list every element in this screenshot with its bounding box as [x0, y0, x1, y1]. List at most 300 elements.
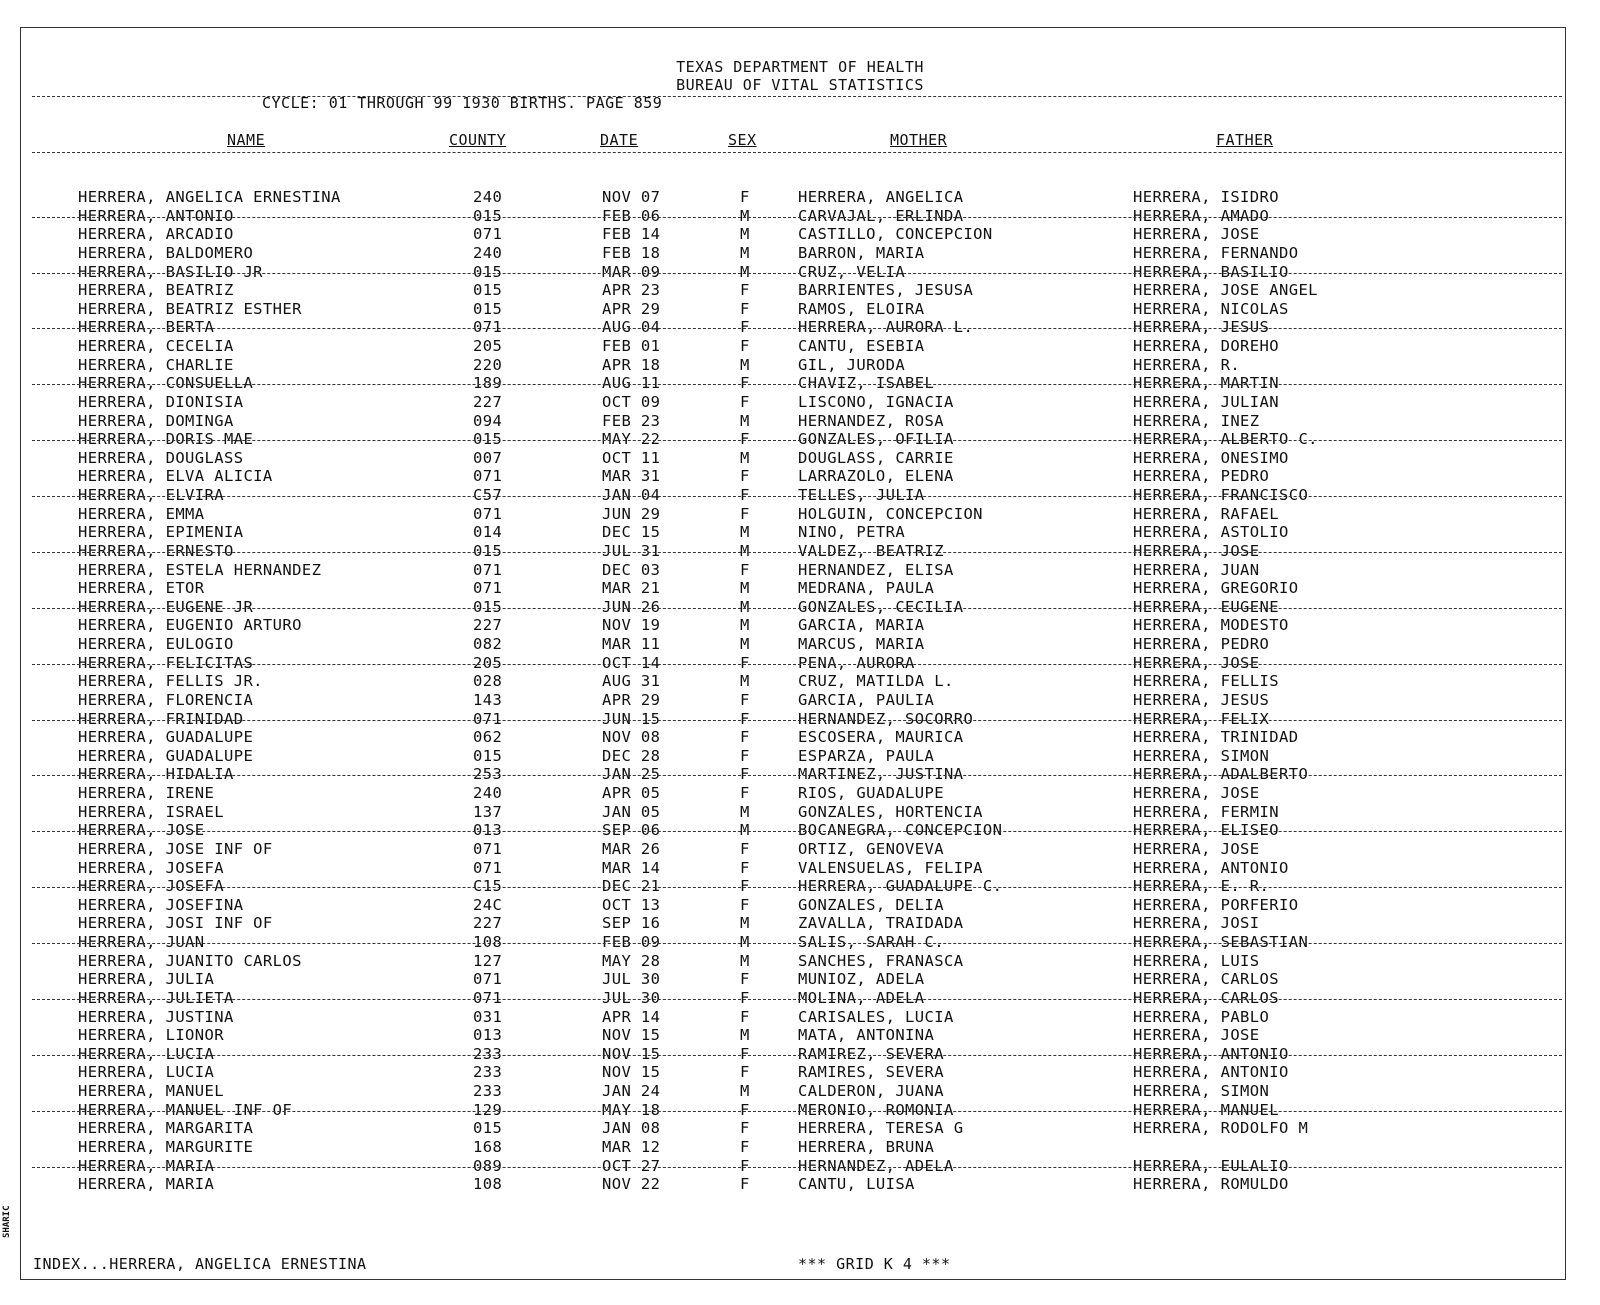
cell-name: HERRERA, GUADALUPE — [78, 746, 254, 765]
cell-name: HERRERA, HIDALIA — [78, 765, 234, 784]
cell-date: NOV 15 — [602, 1063, 661, 1082]
cell-father: HERRERA, PABLO — [1133, 1007, 1270, 1026]
cell-mother: RIOS, GUADALUPE — [798, 784, 944, 802]
cell-county: 015 — [473, 262, 503, 281]
cell-sex: M — [740, 355, 750, 374]
cell-sex: F — [740, 728, 750, 747]
table-row — [0, 728, 1600, 747]
cell-name: HERRERA, JOSE — [78, 821, 205, 840]
cell-mother: CRUZ, MATILDA L. — [798, 672, 954, 691]
cell-county: 127 — [473, 951, 503, 970]
cell-county: 015 — [473, 746, 503, 765]
cell-name: HERRERA, JUAN — [78, 933, 205, 951]
table-row — [0, 859, 1600, 878]
cell-date: AUG 11 — [602, 374, 661, 393]
cell-father: HERRERA, FERNANDO — [1133, 243, 1299, 262]
cell-name: HERRERA, GUADALUPE — [78, 728, 254, 747]
cell-name: HERRERA, ELVA ALICIA — [78, 467, 273, 486]
table-row — [0, 244, 1600, 263]
cell-date: JAN 24 — [602, 1082, 661, 1100]
cell-county: 205 — [473, 653, 503, 672]
cell-mother: HERNANDEZ, ADELA — [798, 1156, 954, 1175]
cell-mother: GONZALES, DELIA — [798, 895, 944, 914]
cell-mother: GONZALES, CECILIA — [798, 597, 964, 616]
cell-date: APR 05 — [602, 784, 661, 802]
cell-date: FEB 01 — [602, 337, 661, 355]
table-row — [0, 207, 1600, 226]
cell-date: APR 29 — [602, 690, 661, 709]
cell-mother: MARCUS, MARIA — [798, 635, 925, 653]
cell-mother: GARCIA, MARIA — [798, 616, 925, 635]
cell-sex: M — [740, 579, 750, 598]
cell-sex: F — [740, 560, 750, 579]
table-row — [0, 840, 1600, 859]
cell-date: JUL 31 — [602, 541, 661, 560]
cell-mother: VALENSUELAS, FELIPA — [798, 858, 983, 877]
cell-name: HERRERA, BEATRIZ ESTHER — [78, 299, 302, 318]
cell-father: HERRERA, JOSE — [1133, 784, 1260, 802]
cell-name: HERRERA, JULIA — [78, 970, 215, 989]
cell-date: DEC 21 — [602, 877, 661, 896]
cell-mother: RAMOS, ELOIRA — [798, 299, 925, 318]
cell-name: HERRERA, LIONOR — [78, 1026, 224, 1045]
cell-sex: F — [740, 337, 750, 355]
cell-sex: M — [740, 1082, 750, 1100]
cell-date: JUN 29 — [602, 504, 661, 523]
cell-sex: F — [740, 765, 750, 784]
cell-date: OCT 11 — [602, 448, 661, 467]
table-row — [0, 914, 1600, 933]
cell-sex: F — [740, 690, 750, 709]
cell-father: HERRERA, ONESIMO — [1133, 448, 1289, 467]
cell-county: 240 — [473, 188, 503, 206]
cell-father: HERRERA, ANTONIO — [1133, 1044, 1289, 1063]
cell-date: OCT 14 — [602, 653, 661, 672]
cell-father: HERRERA, JOSE — [1133, 225, 1260, 244]
table-row — [0, 1157, 1600, 1176]
table-row — [0, 1138, 1600, 1157]
table-row — [0, 598, 1600, 617]
cell-date: JUL 30 — [602, 970, 661, 989]
cell-date: AUG 04 — [602, 318, 661, 337]
cell-sex: F — [740, 709, 750, 728]
cell-name: HERRERA, BEATRIZ — [78, 281, 234, 300]
cell-sex: M — [740, 933, 750, 951]
cell-county: 015 — [473, 206, 503, 225]
cell-name: HERRERA, MANUEL — [78, 1082, 224, 1100]
cell-sex: F — [740, 1063, 750, 1082]
cell-father: HERRERA, JOSE — [1133, 541, 1260, 560]
cell-county: 071 — [473, 988, 503, 1007]
cell-county: 240 — [473, 243, 503, 262]
cell-county: 015 — [473, 597, 503, 616]
cell-mother: CASTILLO, CONCEPCION — [798, 225, 993, 244]
table-row — [0, 1026, 1600, 1045]
cell-sex: M — [740, 225, 750, 244]
cell-county: 108 — [473, 933, 503, 951]
cell-name: HERRERA, ESTELA HERNANDEZ — [78, 560, 322, 579]
table-row — [0, 821, 1600, 840]
cell-mother: HERNANDEZ, ROSA — [798, 411, 944, 430]
cell-county: 227 — [473, 392, 503, 411]
cell-mother: PENA, AURORA — [798, 653, 915, 672]
cell-sex: F — [740, 1137, 750, 1156]
cell-date: JAN 05 — [602, 802, 661, 821]
cell-father: HERRERA, JOSE — [1133, 653, 1260, 672]
cell-county: 071 — [473, 858, 503, 877]
cell-county: 189 — [473, 374, 503, 393]
cell-sex: M — [740, 914, 750, 933]
cell-father: HERRERA, E. R. — [1133, 877, 1270, 896]
table-row — [0, 542, 1600, 561]
cell-name: HERRERA, FELICITAS — [78, 653, 254, 672]
cell-father: HERRERA, SIMON — [1133, 746, 1270, 765]
cell-county: 24C — [473, 895, 503, 914]
cell-mother: HERRERA, GUADALUPE C. — [798, 877, 1003, 896]
cell-mother: MERONIO, ROMONIA — [798, 1100, 954, 1119]
cell-county: 071 — [473, 560, 503, 579]
cell-sex: M — [740, 523, 750, 542]
table-row — [0, 784, 1600, 803]
table-row — [0, 952, 1600, 971]
cell-mother: LISCONO, IGNACIA — [798, 392, 954, 411]
cell-sex: F — [740, 784, 750, 802]
cell-mother: NINO, PETRA — [798, 523, 906, 542]
cell-county: 108 — [473, 1175, 503, 1194]
cell-father: HERRERA, LUIS — [1133, 951, 1260, 970]
cell-name: HERRERA, FRINIDAD — [78, 709, 244, 728]
table-row — [0, 1082, 1600, 1101]
cell-sex: F — [740, 318, 750, 337]
cell-name: HERRERA, DOUGLASS — [78, 448, 244, 467]
cell-sex: F — [740, 1175, 750, 1194]
cell-county: 089 — [473, 1156, 503, 1175]
cell-sex: F — [740, 1044, 750, 1063]
table-row — [0, 654, 1600, 673]
cell-county: 071 — [473, 579, 503, 598]
cell-mother: CARISALES, LUCIA — [798, 1007, 954, 1026]
cell-date: NOV 15 — [602, 1044, 661, 1063]
cell-name: HERRERA, CONSUELLA — [78, 374, 254, 393]
cell-sex: F — [740, 895, 750, 914]
cell-mother: HERRERA, BRUNA — [798, 1137, 935, 1156]
cell-date: FEB 06 — [602, 206, 661, 225]
cell-mother: HERRERA, ANGELICA — [798, 188, 964, 206]
cell-mother: TELLES, JULIA — [798, 486, 925, 504]
table-row — [0, 225, 1600, 244]
cell-father: HERRERA, GREGORIO — [1133, 579, 1299, 598]
cell-date: MAY 28 — [602, 951, 661, 970]
column-header-date: DATE — [600, 131, 639, 149]
cell-county: 015 — [473, 541, 503, 560]
cell-sex: M — [740, 635, 750, 653]
cell-father: HERRERA, ANTONIO — [1133, 858, 1289, 877]
cell-father: HERRERA, SEBASTIAN — [1133, 933, 1309, 951]
table-row — [0, 672, 1600, 691]
column-header-name: NAME — [227, 131, 266, 149]
table-row — [0, 933, 1600, 952]
table-row — [0, 412, 1600, 431]
table-row — [0, 579, 1600, 598]
cell-date: MAR 09 — [602, 262, 661, 281]
table-row — [0, 970, 1600, 989]
cell-father: HERRERA, JOSE ANGEL — [1133, 281, 1318, 300]
cell-date: OCT 13 — [602, 895, 661, 914]
cell-mother: CALDERON, JUANA — [798, 1082, 944, 1100]
cell-mother: ZAVALLA, TRAIDADA — [798, 914, 964, 933]
cell-county: 143 — [473, 690, 503, 709]
cell-father: HERRERA, FERMIN — [1133, 802, 1279, 821]
cell-father: HERRERA, ADALBERTO — [1133, 765, 1309, 784]
cell-name: HERRERA, LUCIA — [78, 1044, 215, 1063]
cell-name: HERRERA, MARGURITE — [78, 1137, 254, 1156]
table-row — [0, 281, 1600, 300]
cell-date: SEP 16 — [602, 914, 661, 933]
cell-mother: BOCANEGRA, CONCEPCION — [798, 821, 1003, 840]
cell-sex: M — [740, 411, 750, 430]
cell-sex: M — [740, 951, 750, 970]
cell-date: NOV 08 — [602, 728, 661, 747]
cell-sex: F — [740, 858, 750, 877]
cell-name: HERRERA, ISRAEL — [78, 802, 224, 821]
cell-father: HERRERA, JOSE — [1133, 1026, 1260, 1045]
cell-mother: HERNANDEZ, ELISA — [798, 560, 954, 579]
cell-father: HERRERA, PEDRO — [1133, 467, 1270, 486]
cell-date: JAN 04 — [602, 486, 661, 504]
cell-father: HERRERA, RAFAEL — [1133, 504, 1279, 523]
cell-date: JUN 15 — [602, 709, 661, 728]
cell-county: 233 — [473, 1044, 503, 1063]
cell-mother: ESPARZA, PAULA — [798, 746, 935, 765]
table-row — [0, 337, 1600, 356]
cell-father: HERRERA, CARLOS — [1133, 988, 1279, 1007]
cell-county: 094 — [473, 411, 503, 430]
cell-father: HERRERA, CARLOS — [1133, 970, 1279, 989]
table-row — [0, 877, 1600, 896]
cell-father: HERRERA, JESUS — [1133, 690, 1270, 709]
cell-mother: HERRERA, AURORA L. — [798, 318, 974, 337]
cell-father: HERRERA, JOSI — [1133, 914, 1260, 933]
cell-name: HERRERA, EUGENIO ARTURO — [78, 616, 302, 635]
cell-name: HERRERA, JOSI INF OF — [78, 914, 273, 933]
cell-sex: F — [740, 467, 750, 486]
cell-father: HERRERA, MODESTO — [1133, 616, 1289, 635]
cell-name: HERRERA, ANTONIO — [78, 206, 234, 225]
cell-county: 015 — [473, 430, 503, 449]
cell-mother: HERNANDEZ, SOCORRO — [798, 709, 974, 728]
cell-mother: CANTU, ESEBIA — [798, 337, 925, 355]
table-row — [0, 765, 1600, 784]
table-row — [0, 393, 1600, 412]
table-row — [0, 691, 1600, 710]
column-header-father: FATHER — [1216, 131, 1274, 149]
table-row — [0, 263, 1600, 282]
cell-father: HERRERA, MANUEL — [1133, 1100, 1279, 1119]
cell-name: HERRERA, BERTA — [78, 318, 215, 337]
cell-name: HERRERA, IRENE — [78, 784, 215, 802]
cell-date: OCT 09 — [602, 392, 661, 411]
cell-date: FEB 18 — [602, 243, 661, 262]
cell-sex: F — [740, 430, 750, 449]
table-row — [0, 449, 1600, 468]
cell-father: HERRERA, JULIAN — [1133, 392, 1279, 411]
cell-mother: LARRAZOLO, ELENA — [798, 467, 954, 486]
cell-date: APR 23 — [602, 281, 661, 300]
cell-mother: RAMIRES, SEVERA — [798, 1063, 944, 1082]
cell-father: HERRERA, FELIX — [1133, 709, 1270, 728]
cell-mother: DOUGLASS, CARRIE — [798, 448, 954, 467]
footer-grid: *** GRID K 4 *** — [798, 1255, 951, 1273]
cell-mother: VALDEZ, BEATRIZ — [798, 541, 944, 560]
cell-name: HERRERA, MARIA — [78, 1156, 215, 1175]
table-row — [0, 747, 1600, 766]
cell-mother: MOLINA, ADELA — [798, 988, 925, 1007]
cell-date: FEB 23 — [602, 411, 661, 430]
cell-mother: HERRERA, TERESA G — [798, 1119, 964, 1138]
cell-county: 071 — [473, 839, 503, 858]
cell-name: HERRERA, ETOR — [78, 579, 205, 598]
cell-date: JUL 30 — [602, 988, 661, 1007]
cell-mother: BARRON, MARIA — [798, 243, 925, 262]
cell-county: 137 — [473, 802, 503, 821]
cell-mother: MARTINEZ, JUSTINA — [798, 765, 964, 784]
table-row — [0, 803, 1600, 822]
cell-county: 071 — [473, 970, 503, 989]
cell-mother: RAMIREZ, SEVERA — [798, 1044, 944, 1063]
cell-name: HERRERA, EPIMENIA — [78, 523, 244, 542]
cell-name: HERRERA, JULIETA — [78, 988, 234, 1007]
cell-date: NOV 15 — [602, 1026, 661, 1045]
cell-sex: M — [740, 802, 750, 821]
cell-county: 071 — [473, 318, 503, 337]
cell-name: HERRERA, CHARLIE — [78, 355, 234, 374]
table-row — [0, 523, 1600, 542]
cell-father: HERRERA, ELISEO — [1133, 821, 1279, 840]
cell-mother: HOLGUIN, CONCEPCION — [798, 504, 983, 523]
table-row — [0, 1008, 1600, 1027]
cell-county: 007 — [473, 448, 503, 467]
header-agency: TEXAS DEPARTMENT OF HEALTH — [676, 58, 924, 76]
cell-father: HERRERA, JUAN — [1133, 560, 1260, 579]
cell-sex: F — [740, 504, 750, 523]
cell-name: HERRERA, DIONISIA — [78, 392, 244, 411]
cell-father: HERRERA, ROMULDO — [1133, 1175, 1289, 1194]
cell-sex: M — [740, 262, 750, 281]
table-row — [0, 1175, 1600, 1194]
cell-name: HERRERA, BASILIO JR — [78, 262, 263, 281]
cell-county: 071 — [473, 467, 503, 486]
table-row — [0, 710, 1600, 729]
cell-date: NOV 19 — [602, 616, 661, 635]
cell-date: FEB 09 — [602, 933, 661, 951]
cell-sex: M — [740, 597, 750, 616]
cell-name: HERRERA, DOMINGA — [78, 411, 234, 430]
cell-mother: GIL, JURODA — [798, 355, 906, 374]
cell-county: 253 — [473, 765, 503, 784]
table-row — [0, 467, 1600, 486]
cell-date: APR 18 — [602, 355, 661, 374]
side-label: SHARIC — [2, 1205, 12, 1238]
cell-sex: F — [740, 839, 750, 858]
cell-county: C57 — [473, 486, 503, 504]
cell-date: MAR 12 — [602, 1137, 661, 1156]
cell-sex: F — [740, 486, 750, 504]
cell-county: 015 — [473, 281, 503, 300]
cell-sex: M — [740, 541, 750, 560]
cell-date: MAR 14 — [602, 858, 661, 877]
cell-name: HERRERA, JUANITO CARLOS — [78, 951, 302, 970]
cell-father: HERRERA, ANTONIO — [1133, 1063, 1289, 1082]
cell-date: APR 29 — [602, 299, 661, 318]
cell-date: MAR 21 — [602, 579, 661, 598]
cell-father: HERRERA, MARTIN — [1133, 374, 1279, 393]
cell-name: HERRERA, MANUEL INF OF — [78, 1100, 293, 1119]
table-row — [0, 300, 1600, 319]
table-row — [0, 486, 1600, 505]
cell-county: 227 — [473, 616, 503, 635]
cell-sex: F — [740, 746, 750, 765]
cell-sex: F — [740, 299, 750, 318]
cell-date: MAY 18 — [602, 1100, 661, 1119]
cell-sex: F — [740, 1100, 750, 1119]
cell-county: 233 — [473, 1063, 503, 1082]
cell-mother: ESCOSERA, MAURICA — [798, 728, 964, 747]
table-row — [0, 616, 1600, 635]
cell-county: 031 — [473, 1007, 503, 1026]
cell-father: HERRERA, SIMON — [1133, 1082, 1270, 1100]
cell-name: HERRERA, LUCIA — [78, 1063, 215, 1082]
cell-county: 227 — [473, 914, 503, 933]
cell-sex: M — [740, 1026, 750, 1045]
cell-sex: F — [740, 281, 750, 300]
cell-county: 205 — [473, 337, 503, 355]
cell-mother: CANTU, LUISA — [798, 1175, 915, 1194]
cell-name: HERRERA, ERNESTO — [78, 541, 234, 560]
table-row — [0, 188, 1600, 207]
cell-date: JAN 08 — [602, 1119, 661, 1138]
cell-county: 129 — [473, 1100, 503, 1119]
cell-father: HERRERA, ALBERTO C. — [1133, 430, 1318, 449]
cell-name: HERRERA, MARIA — [78, 1175, 215, 1194]
cell-mother: ORTIZ, GENOVEVA — [798, 839, 944, 858]
cell-sex: F — [740, 988, 750, 1007]
cell-mother: GONZALES, HORTENCIA — [798, 802, 983, 821]
cell-sex: F — [740, 1156, 750, 1175]
cell-mother: GARCIA, PAULIA — [798, 690, 935, 709]
cell-name: HERRERA, JOSEFA — [78, 858, 224, 877]
cell-date: JAN 25 — [602, 765, 661, 784]
cell-sex: M — [740, 448, 750, 467]
cell-date: MAY 22 — [602, 430, 661, 449]
cell-county: 082 — [473, 635, 503, 653]
cell-name: HERRERA, JOSEFA — [78, 877, 224, 896]
cell-mother: BARRIENTES, JESUSA — [798, 281, 974, 300]
cell-county: 015 — [473, 1119, 503, 1138]
column-header-divider — [32, 152, 1562, 153]
table-row — [0, 635, 1600, 654]
cell-date: NOV 22 — [602, 1175, 661, 1194]
cell-county: 071 — [473, 504, 503, 523]
cell-name: HERRERA, JOSEFINA — [78, 895, 244, 914]
cell-name: HERRERA, BALDOMERO — [78, 243, 254, 262]
table-row — [0, 1119, 1600, 1138]
cell-county: 028 — [473, 672, 503, 691]
cell-mother: CHAVIZ, ISABEL — [798, 374, 935, 393]
cell-date: DEC 03 — [602, 560, 661, 579]
cell-county: 220 — [473, 355, 503, 374]
cell-mother: MUNIOZ, ADELA — [798, 970, 925, 989]
cell-date: DEC 15 — [602, 523, 661, 542]
